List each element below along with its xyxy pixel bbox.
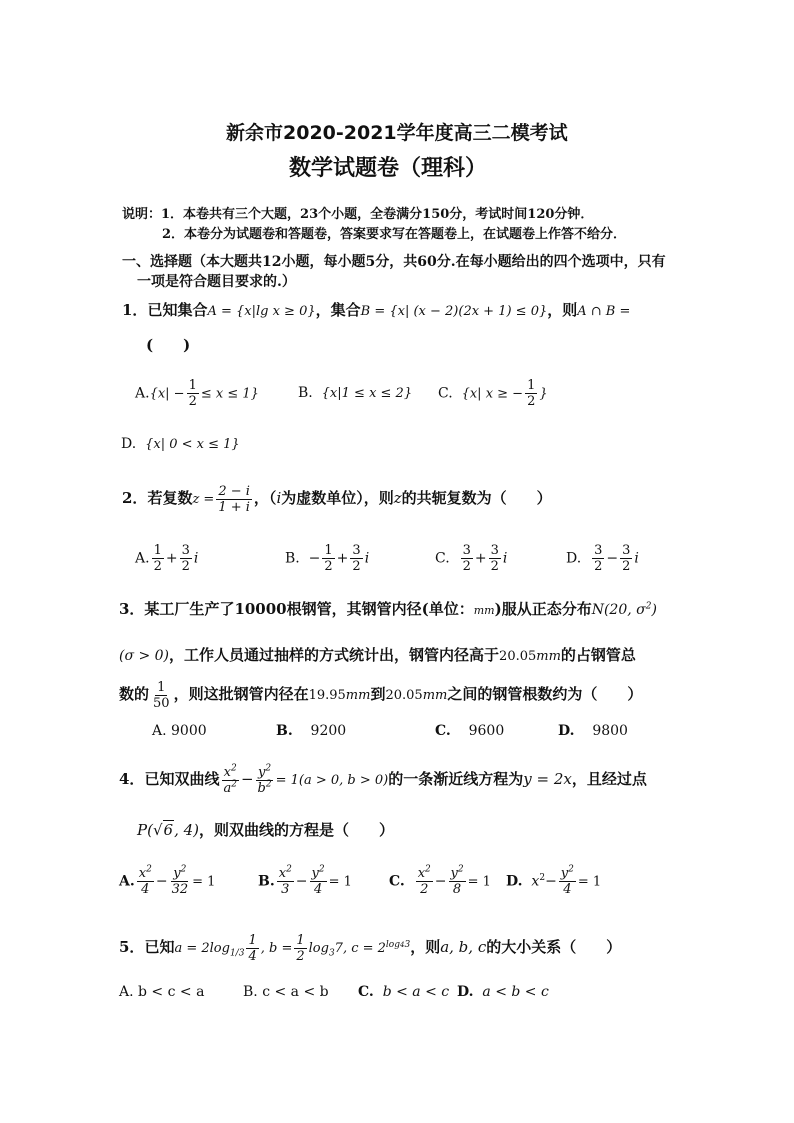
q2-b-op: +	[336, 550, 349, 567]
exam-title: 新余市2020-2021学年度高三二模考试	[226, 122, 568, 144]
q4-exp: 2	[231, 779, 237, 790]
q4-option-d-label: D.	[506, 873, 523, 890]
q1-text-3: ，则	[547, 301, 578, 319]
q2-d-frac-1	[592, 543, 604, 574]
q5-formula	[174, 933, 411, 964]
fraction-denominator: 32	[171, 882, 189, 897]
q1-option-c-fraction	[525, 378, 537, 409]
fraction-denominator: 2	[622, 559, 631, 574]
fraction-numerator: 1	[296, 933, 305, 948]
fraction-denominator: 2	[527, 394, 536, 409]
q4-a: a	[223, 780, 232, 796]
fraction-denominator: 2	[462, 559, 471, 574]
q4-option-b	[258, 866, 352, 897]
q4-d-frac	[559, 866, 576, 897]
q3-option-c-label: C.	[435, 723, 451, 739]
q4-exp: 2	[425, 864, 431, 875]
q1-option-c	[438, 378, 548, 409]
q1-option-d-label: D.	[121, 436, 137, 452]
q5-text-2: ，则	[410, 938, 441, 956]
q2-a-i: i	[193, 550, 199, 567]
q1-answer-paren: ( )	[146, 336, 191, 354]
q2-a-frac-1	[152, 543, 164, 574]
q1-option-b-text: {x|1 ≤ x ≤ 2}	[321, 386, 413, 401]
section-heading-line-2: 一项是符合题目要求的.）	[137, 274, 296, 290]
q5-option-c-label: C.	[358, 984, 374, 1000]
q4-minus: −	[240, 770, 254, 788]
q2-option-c-label: C.	[435, 550, 450, 567]
q4-exp: 2	[265, 763, 272, 774]
fraction-numerator: 1	[248, 933, 257, 948]
q5-base-1: 1/3	[229, 948, 245, 959]
section-heading-line-1: 一、选择题（本大题共12小题，每小题5分，共60分.在每小题给出的四个选项中，只有	[122, 254, 666, 270]
q5-option-b: B. c < a < b	[243, 984, 329, 1000]
fraction-denominator: 1 + i	[218, 499, 250, 515]
q5-b-arg: 7, c = 2	[334, 941, 386, 956]
q3-fraction	[151, 680, 172, 711]
q3-normal-dist	[592, 602, 657, 618]
q2-d-frac-2	[620, 543, 632, 574]
q4-b: b	[257, 780, 266, 796]
fraction-denominator: 2	[181, 559, 190, 574]
q2-a-frac-2	[180, 543, 192, 574]
fraction-denominator: 4	[248, 949, 257, 964]
q1-option-c-post: }	[539, 386, 548, 402]
q3-option-c	[435, 721, 504, 741]
question-4-line-1	[119, 760, 647, 800]
q2-option-b	[285, 543, 369, 574]
q3-option-b-text: 9200	[310, 723, 347, 739]
q5-b-eq: , b =	[260, 941, 293, 956]
q3-option-c-text: 9600	[468, 723, 505, 739]
fraction-denominator: 2	[352, 559, 361, 574]
q5-c-exp-base: 4	[399, 940, 405, 949]
question-3-line-2	[119, 645, 636, 667]
q4-d-minus: −	[545, 873, 557, 890]
q4-y: y	[450, 866, 458, 881]
q5-option-d-label: D.	[457, 984, 474, 1000]
q4-exp: 2	[539, 872, 546, 883]
fraction-denominator: 2	[188, 394, 197, 409]
q4-y: y	[258, 764, 266, 780]
q3-value-2: 19.95	[308, 688, 346, 703]
q2-option-c	[435, 543, 507, 574]
q2-option-d-label: D.	[566, 550, 582, 567]
q1-text-1: 已知集合	[147, 301, 208, 319]
q1-option-c-label: C.	[438, 385, 453, 402]
fraction-numerator: 2 − i	[218, 483, 250, 499]
q4-c-minus: −	[434, 873, 447, 890]
fraction-denominator: 2	[420, 882, 429, 897]
q5-text-1: 已知	[144, 938, 175, 956]
q4-exp: 2	[180, 864, 187, 875]
q5-b-base: 3	[328, 948, 335, 959]
q5-a-eq: a = 2log	[174, 941, 230, 956]
q5-c-exp-arg: 3	[404, 939, 411, 950]
q4-option-c-label: C.	[389, 873, 405, 890]
q4-x: x	[278, 866, 287, 881]
notes-line-1	[122, 205, 593, 225]
q5-text-3: 的大小关系（ ）	[486, 938, 622, 956]
q4-d-x: x	[531, 873, 540, 890]
q4-option-c	[389, 866, 491, 897]
q4-equation	[219, 763, 389, 796]
fraction-numerator: 3	[594, 543, 603, 558]
fraction-numerator: 3	[352, 543, 361, 558]
fraction-numerator	[310, 866, 327, 882]
q3-option-a: A. 9000	[152, 723, 207, 739]
q1-number: 1．	[122, 301, 148, 319]
question-4-line-2	[137, 820, 394, 840]
q5-frac-1	[246, 933, 258, 964]
q3-unit-4: mm	[422, 688, 448, 703]
q4-a-minus: −	[155, 873, 168, 890]
q3-option-b-label: B.	[276, 723, 293, 739]
q3-option-d-label: D.	[558, 723, 575, 739]
fraction-numerator	[277, 866, 294, 882]
fraction-numerator: 1	[153, 543, 162, 558]
q4-exp: 2	[318, 864, 325, 875]
q4-exp: 2	[286, 864, 292, 875]
q4-exp: 2	[146, 864, 152, 875]
q4-sqrt: 6	[163, 821, 174, 839]
q4-y: y	[560, 866, 569, 881]
fraction-denominator: 50	[153, 695, 170, 711]
q2-option-a-label: A.	[135, 550, 150, 567]
fraction-numerator	[449, 866, 466, 882]
fraction-denominator	[221, 781, 239, 796]
q1-option-d	[121, 434, 240, 455]
q4-y-frac	[256, 765, 274, 796]
q2-b-frac-2	[350, 543, 362, 574]
fraction-denominator: 8	[452, 882, 462, 897]
fraction-numerator	[559, 866, 576, 882]
q4-text-2: 的一条渐近线方程为	[388, 770, 524, 788]
q2-a-op: +	[165, 550, 178, 567]
q4-text-3: ，且经过点	[571, 770, 647, 788]
q4-option-d	[506, 866, 601, 897]
fraction-numerator: 1	[157, 679, 166, 695]
q3-unit-2: mm	[536, 649, 561, 664]
notes-label: 说明：	[122, 207, 162, 222]
q2-c-op: +	[474, 550, 487, 567]
q2-i-var: i	[276, 489, 282, 507]
q2-text-3: 为虚数单位），则	[281, 489, 394, 507]
q2-number: 2．	[122, 489, 148, 507]
q4-option-a	[119, 866, 215, 897]
q4-b-frac-2	[310, 866, 327, 897]
question-2	[122, 480, 552, 518]
fraction-numerator	[171, 866, 188, 882]
q4-exp: 2	[265, 779, 272, 790]
q3-value-3: 20.05	[385, 688, 423, 703]
fraction-numerator	[256, 765, 273, 781]
q4-x: x	[417, 866, 426, 881]
q2-option-d	[566, 543, 639, 574]
q2-c-frac-1	[461, 543, 473, 574]
q3-normal-close: )	[651, 602, 657, 618]
note-1: 1．本卷共有三个大题，23个小题，全卷满分150分，考试时间120分钟．	[161, 207, 594, 222]
fraction-denominator: 2	[296, 949, 305, 964]
fraction-numerator: 3	[181, 543, 190, 558]
q2-b-i: i	[364, 550, 370, 567]
question-5	[119, 928, 621, 968]
q2-d-i: i	[634, 550, 639, 567]
q1-option-c-pre: {x| x ≥ −	[461, 386, 524, 402]
q4-b-minus: −	[295, 873, 308, 890]
q5-option-d-text: a < b < c	[482, 984, 549, 1000]
q2-text-2: ，（	[253, 489, 277, 507]
q1-option-b-label: B.	[298, 385, 313, 401]
fraction-numerator	[222, 765, 239, 781]
fraction-denominator	[256, 781, 274, 796]
fraction-denominator: 2	[594, 559, 603, 574]
q1-option-a-label: A.	[135, 385, 150, 402]
fraction-numerator: 3	[622, 543, 631, 558]
q3-unit-3: mm	[345, 688, 371, 703]
q1-option-a-post: ≤ x ≤ 1}	[200, 386, 259, 402]
fraction-denominator: 2	[324, 559, 333, 574]
q1-option-d-text: {x| 0 < x ≤ 1}	[145, 437, 240, 452]
q1-expression: A ∩ B =	[577, 304, 631, 319]
q4-exp: 2	[568, 864, 574, 875]
q5-option-a: A. b < c < a	[119, 984, 205, 1000]
fraction-denominator: 4	[313, 882, 323, 897]
fraction-denominator: 4	[563, 882, 572, 897]
q4-c-eq: = 1	[467, 874, 491, 890]
q4-y: y	[311, 866, 319, 881]
fraction-denominator: 4	[141, 882, 150, 897]
question-1	[122, 300, 630, 322]
q4-a-frac-1	[137, 866, 154, 897]
q4-eq-cond: = 1(a > 0, b > 0)	[275, 773, 389, 788]
q5-c-exp	[386, 940, 410, 950]
q4-option-a-label: A.	[119, 873, 135, 890]
fraction-denominator: 2	[153, 559, 162, 574]
q4-asymptote: y = 2x	[523, 770, 572, 788]
q3-text-5: 数的	[119, 685, 150, 703]
q1-text-2: ，集合	[315, 301, 361, 319]
fraction-numerator: 3	[462, 543, 471, 558]
q2-option-a	[135, 543, 198, 574]
q5-option-c-text: b < a < c	[382, 984, 450, 1000]
q1-set-a: A = {x|lg x ≥ 0}	[207, 304, 316, 319]
q4-point-a: P(	[137, 821, 153, 839]
q2-b-sign: −	[308, 550, 321, 567]
q1-option-a-pre: {x| −	[149, 386, 185, 402]
fraction-denominator: 3	[281, 882, 290, 897]
q1-set-b: B = {x| (x − 2)(2x + 1) ≤ 0}	[360, 304, 548, 319]
q5-b-log: log	[308, 941, 329, 956]
q4-text-4: ，则双曲线的方程是（ ）	[199, 821, 395, 839]
notes-line-2: 2．本卷分为试题卷和答题卷，答案要求写在答题卷上，在试题卷上作答不给分．	[162, 227, 627, 242]
q3-normal: N(20, σ	[591, 602, 646, 618]
q4-b-frac-1	[277, 866, 294, 897]
fraction-numerator: 1	[188, 378, 197, 393]
q4-c-frac-1	[416, 866, 433, 897]
q4-exp: 2	[457, 864, 464, 875]
q4-number: 4．	[119, 770, 145, 788]
q4-a-eq: = 1	[192, 874, 216, 890]
q4-a-frac-2	[170, 866, 191, 897]
q2-b-frac-1	[322, 543, 334, 574]
q4-text-1: 已知双曲线	[144, 770, 220, 788]
fraction-numerator: 1	[324, 543, 333, 558]
q3-text-2: )服从正态分布	[494, 600, 592, 618]
q3-option-d	[558, 721, 628, 741]
q2-z-eq: z =	[192, 492, 215, 507]
q5-c-exp-log: log	[385, 939, 400, 950]
q1-option-a-fraction	[187, 378, 199, 409]
q3-option-b	[276, 721, 346, 741]
q2-text-1: 若复数	[147, 489, 193, 507]
q2-c-frac-2	[489, 543, 501, 574]
q5-option-c	[358, 982, 449, 1002]
q4-x: x	[138, 866, 147, 881]
q2-fraction	[216, 484, 252, 515]
q2-text-4: 的共轭复数为（ ）	[401, 489, 552, 507]
fraction-numerator	[137, 866, 154, 882]
fraction-numerator: 1	[527, 378, 536, 393]
q1-option-a	[135, 378, 259, 409]
q3-option-d-text: 9800	[592, 723, 628, 739]
q2-option-b-label: B.	[285, 550, 300, 567]
q5-frac-2	[294, 933, 306, 964]
q2-c-i: i	[502, 550, 508, 567]
q3-text-4: 的占钢管总	[560, 646, 636, 664]
fraction-numerator	[416, 866, 433, 882]
q4-d-eq: = 1	[577, 874, 602, 890]
q5-option-d	[457, 982, 549, 1002]
q4-x-frac	[221, 765, 239, 796]
q4-option-b-label: B.	[258, 873, 275, 890]
q4-x: x	[223, 764, 231, 780]
fraction-denominator: 2	[490, 559, 499, 574]
q3-text-8: 之间的钢管根数约为（ ）	[447, 685, 643, 703]
q3-text-3: ，工作人员通过抽样的方式统计出，钢管内径高于	[169, 646, 500, 664]
exam-subtitle: 数学试题卷（理科）	[289, 156, 488, 181]
q2-z-var: z	[393, 489, 402, 507]
question-3-line-3	[119, 676, 642, 714]
q2-d-op: −	[606, 550, 619, 567]
q4-c-frac-2	[449, 866, 466, 897]
q3-text-1: 3．某工厂生产了10000根钢管，其钢管内径(单位：	[119, 600, 474, 618]
q3-unit: mm	[473, 604, 495, 617]
fraction-numerator: 3	[490, 543, 499, 558]
q1-option-b	[298, 383, 412, 404]
q3-normal-sq: 2	[645, 601, 652, 612]
q4-point-b: , 4)	[174, 821, 199, 839]
q4-y: y	[173, 866, 181, 881]
question-3-line-1	[119, 599, 657, 621]
q5-number: 5．	[119, 938, 145, 956]
q5-vars: a, b, c	[440, 938, 487, 956]
q4-b-eq: = 1	[328, 874, 352, 890]
q3-value-1: 20.05	[499, 649, 537, 664]
q4-exp: 2	[231, 763, 237, 774]
q3-text-7: 到	[370, 685, 386, 703]
q3-sigma-condition: (σ > 0)	[119, 648, 170, 664]
q3-text-6: ，则这批钢管内径在	[173, 685, 309, 703]
q4-point: P(√6, 4)	[137, 821, 199, 839]
